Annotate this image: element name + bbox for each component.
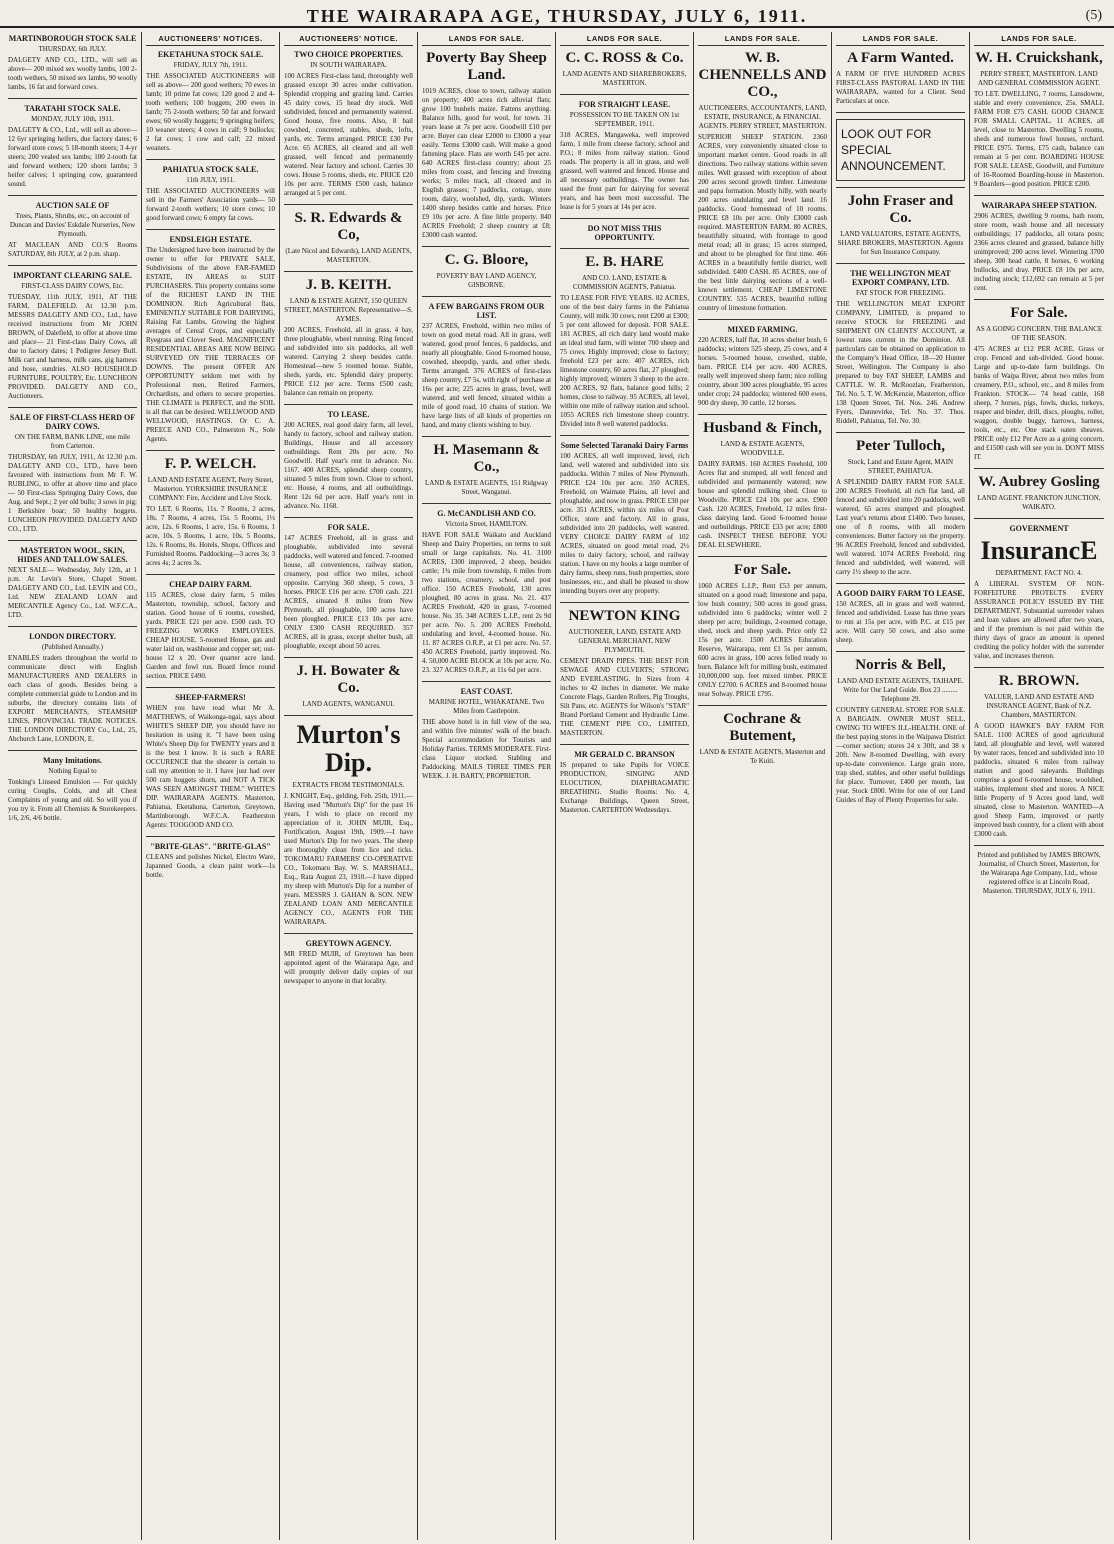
- ad-title: TARATAHI STOCK SALE.: [24, 104, 121, 113]
- column-header: LANDS FOR SALE.: [422, 32, 551, 46]
- ad-divider: [8, 195, 137, 196]
- ad-body-text: AT MACLEAN AND CO.'S Rooms SATURDAY, 8th JULY, at 2 p.m. sharp.: [8, 241, 137, 258]
- advertisement: [698, 414, 827, 550]
- ad-body-text: 147 ACRES Freehold, all in grass and ploughable, subdivided into several paddocks, well watered and fenced. 7-roomed house, all conveniences, railway station, creamery, post office two miles, school opposite. Carrying 360 sheep, 5 cows, 3 horses. PRICE £16 per acre. £700 cash. 221 ACRES, situated 8 miles from New Plymouth, all ploughable, 100 acres have been ploughed. PRICE £13 10s per acre. ONLY £300 CASH REQUIRED. 357 ACRES, all in grass, except shelter bush, all ploughable, except about 50 acres.: [284, 534, 413, 650]
- ad-subtitle: AS A GOING CONCERN. THE BALANCE OF THE SEASON.: [975, 325, 1103, 342]
- ad-display-name: For Sale.: [733, 562, 792, 578]
- ad-divider: [146, 687, 275, 688]
- ad-body-text: DAIRY FARMS. 160 ACRES Freehold, 100 Acres flat and stumped, all well fenced and subdivided and permanently watered; new house and splendid milking shed. Close to Woodville. PRICE £24 10s per acre. £900 Cash. 120 ACRES, Freehold, 12 miles first-class dairying land. Good 6-roomed house and outbuildings. PRICE £33 per acre; £800 cash. INSPECT THESE BEFORE YOU DEAL ELSEWHERE.: [698, 460, 827, 549]
- ad-subtitle: LAND AGENTS AND SHAREBROKERS, MASTERTON.: [562, 70, 687, 87]
- advertisement: [974, 667, 1104, 839]
- ad-display-name: Cochrane & Butement,: [723, 711, 802, 744]
- ad-body-text: 318 ACRES, Mangaweka, well improved farm, 1 mile from cheese factory, school and P.O.; 8 miles from railway station. Good roads. The property is all in grass, and well grassed, well watered and fenced. House and all necessary outbuildings. The owner has used the front part for dairying for several years, and has been most successful. The lease is for 5 years at 14s per acre.: [560, 131, 689, 211]
- ad-divider: [284, 933, 413, 934]
- advertisement: [698, 50, 827, 313]
- advertisement: [146, 229, 275, 444]
- ad-divider: [974, 468, 1104, 469]
- ad-title: A GOOD DAIRY FARM TO LEASE.: [836, 589, 965, 598]
- column-header: LANDS FOR SALE.: [698, 32, 827, 46]
- ad-body-text: IS prepared to take Pupils for VOICE PRODUCTION, SINGING AND ELOCUTION, DIAPHRAGMATIC BREATHING. Studio Rooms: No. 4, Exchange Buildings, Queen Street, Masterton. CARTERTON Wednesdays.: [560, 761, 689, 814]
- ad-body-text: ENABLES traders throughout the world to communicate direct with English MANUFACTURERS AND DEALERS in each class of goods. Besides being a complete commercial guide to London and its suburbs, the directory contains lists of EXPORT MERCHANTS, STEAMSHIP LINES, PROVINCIAL TRADE NOTICES. THE LONDON DIRECTORY Co., Ltd., 25, Abchurch Lane, LONDON, E.: [8, 654, 137, 743]
- ad-divider: [560, 94, 689, 95]
- advertisement: [560, 248, 689, 429]
- ad-display-name: W. Aubrey Gosling: [978, 474, 1100, 490]
- ad-title: THE WELLINGTON MEAT EXPORT COMPANY, LTD.: [850, 269, 951, 287]
- column-3: [280, 32, 418, 1540]
- ad-display-name: Poverty Bay Sheep Land.: [426, 50, 547, 83]
- ad-divider: [974, 299, 1104, 300]
- ad-subtitle: (Published Annually.): [42, 643, 103, 651]
- ad-display-name: R. BROWN.: [998, 673, 1080, 689]
- ad-display-name: E. B. HARE: [585, 254, 664, 270]
- ad-divider: [422, 681, 551, 682]
- ad-display-name: For Sale.: [1010, 305, 1068, 321]
- ad-divider: [560, 435, 689, 436]
- ad-subtitle: FRIDAY, JULY 7th, 1911.: [173, 61, 248, 69]
- advertisement: [974, 845, 1104, 896]
- ad-subtitle: DEPARTMENT. FACT NO. 4.: [995, 569, 1083, 577]
- advertisement: [836, 432, 965, 577]
- ad-divider: [974, 667, 1104, 668]
- ad-display-name: H. Masemann & Co.,: [433, 442, 540, 475]
- ad-divider: [422, 296, 551, 297]
- ad-title: IMPORTANT CLEARING SALE.: [13, 271, 132, 280]
- advertisement: [8, 407, 137, 534]
- ad-body-text: 150 ACRES, all in grass and well watered, fenced and subdivided. Lease has three years to run at 15s per acre, with P.C. at £15 per acre. Will carry 50 cows, and also some sheep.: [836, 600, 965, 644]
- advertisement: [974, 518, 1104, 661]
- advertisement: [560, 94, 689, 212]
- ad-subtitle: Victoria Street, HAMILTON.: [445, 520, 528, 528]
- advertisement: [698, 556, 827, 699]
- ad-divider: [560, 744, 689, 745]
- ad-body-text: TO LET. 6 Rooms, 11s. 7 Rooms, 2 acres, 18s. 7 Rooms, 4 acres, 15s. 5 Rooms, 1½ acre, 12s. 6 Rooms, 1 acre, 15s. 6 Rooms, 1 acre, 10s. 5 Rooms, 1 acre, 10s. 5 Rooms, 12s. 6 Rooms, 8s. Hotels, Shops, Offices and Furnished Rooms. Paddocking—3 acres 3s; 3 acres 4s; 2 acres 3s.: [146, 505, 275, 567]
- ad-divider: [146, 574, 275, 575]
- ad-boxed-notice: LOOK OUT FOR SPECIAL ANNOUNCEMENT.: [836, 119, 965, 181]
- ad-title: AUCTION SALE OF: [35, 201, 110, 210]
- ad-display-name: W. H. Cruickshank,: [975, 50, 1103, 66]
- ad-divider: [146, 159, 275, 160]
- advertisement: [284, 933, 413, 986]
- ad-subtitle: ON THE FARM, BANK LINE, one mile from Carterton.: [14, 433, 131, 450]
- ad-subtitle: LAND AGENTS, WANGANUI.: [302, 700, 395, 708]
- ad-subtitle: AUCTIONEER, LAND, ESTATE AND GENERAL MERCHANT, NEW PLYMOUTH.: [568, 628, 681, 654]
- advertisement: [422, 681, 551, 781]
- advertisement: [284, 204, 413, 265]
- ad-divider: [560, 602, 689, 603]
- ad-divider: [8, 626, 137, 627]
- column-header: LANDS FOR SALE.: [560, 32, 689, 46]
- ad-divider: [836, 432, 965, 433]
- ad-divider: [836, 263, 965, 264]
- ad-subtitle: Nothing Equal to: [48, 767, 97, 775]
- advertisement: [836, 50, 965, 106]
- ad-divider: [8, 750, 137, 751]
- advertisement: [8, 750, 137, 823]
- column-8: [970, 32, 1108, 1540]
- ad-body-text: A FARM OF FIVE HUNDRED ACRES FIRST-CLASS PASTORAL LAND IN THE WAIRARAPA, wanted for a Client. Send Particulars at once.: [836, 70, 965, 105]
- advertisement: [422, 50, 551, 240]
- ad-subtitle: IN SOUTH WAIRARAPA.: [310, 61, 387, 69]
- column-6: [694, 32, 832, 1540]
- ad-display-headline: InsurancE: [980, 536, 1098, 565]
- ad-subtitle: Stock, Land and Estate Agent, MAIN STREET, PAHIATUA.: [847, 458, 954, 475]
- ad-body-text: 200 ACRES, Freehold, all in grass, 4 bay, three ploughable, wheel running. Ring fenced and subdivided into six paddocks, all well watered. Carrying 2 sheep besides cattle. Homestead—new 5 roomed house. Stable, sheds, yards, etc. Splendid dairy property. PRICE £12 per acre. Terms £500 cash; balance can remain on property.: [284, 326, 413, 397]
- ad-display-name: F. P. WELCH.: [164, 456, 257, 472]
- ad-body-text: 100 ACRES, all well improved, level, rich land, well watered and subdivided into six paddocks. Within 7 miles of New Plymouth. PRICE £24 10s per acre. 350 ACRES, Freehold, on Waimate Plains, all level and ploughable, and now in grass. PRICE £30 per acre. 351 ACRES, within six miles of Post Office, store and factory. All in grass, subdivided into 20 paddocks, well watered. VERY CHOICE DAIRY FARM of 102 ACRES, situated on good metal road, 2½ miles to dairy factory, school, and railway station. I have on my books a large number of dairy farms, sheep runs, bush properties, store businesses, etc., and shall be pleased to show intending buyers over any property.: [560, 452, 689, 595]
- column-1: [4, 32, 142, 1540]
- ad-subtitle: (Late Nicol and Edwards), LAND AGENTS, MASTERTON.: [285, 247, 412, 264]
- ad-body-text: MR FRED MUIR, of Greytown has been appointed agent of the Wairarapa Age, and will promptly deliver daily copies of our newspaper to anyone in that locality.: [284, 950, 413, 985]
- ad-subtitle: LAND & ESTATE AGENT, 150 QUEEN STREET, MASTERTON. Representative—S. AYMES.: [284, 297, 413, 323]
- ad-divider: [8, 265, 137, 266]
- ad-title: DO NOT MISS THIS OPPORTUNITY.: [587, 224, 662, 242]
- ad-body-text: DALGETY AND CO., LTD., will sell as above— 200 mixed sex woolly lambs, 100 2-tooth wethers, 50 mixed sex lambs, 90 woolly lambs, 16 fat and forward cows.: [8, 56, 137, 91]
- ad-divider: [284, 657, 413, 658]
- advertisement: [284, 715, 413, 927]
- ad-title: MASTERTON WOOL, SKIN, HIDES AND TALLOW SALES.: [17, 546, 128, 564]
- advertisement: [284, 657, 413, 709]
- ad-body-text: 475 ACRES at £12 PER ACRE. Grass or crop. Fenced and sub-divided. Good house. Large and up-to-date farm buildings. On banks of Waipa River, about two miles from creamery, P.O., school, etc., and 8 miles from Frankton. STOCK— 74 head cattle, 168 sheep, 7 horses, pigs, fowls, ducks, turkeys, reaper and binder, drill, discs, ploughs, roller, waggon, double buggy, harrows, harness, tools, etc., etc. One stack oaten sheaves. PRICE only £12 Per Acre as a going concern, and £1500 cash will see you in. DON'T MISS IT.: [974, 345, 1104, 461]
- ad-display-name: J. B. KEITH.: [305, 277, 392, 293]
- advertisement: [560, 435, 689, 596]
- ad-title: PAHIATUA STOCK SALE.: [162, 165, 259, 174]
- ad-display-name: J. H. Bowater & Co.: [296, 663, 401, 696]
- ad-title: Some Selected Taranaki Dairy Farms: [560, 441, 689, 450]
- ad-subtitle: EXTRACTS FROM TESTIMONIALS.: [292, 781, 405, 789]
- ad-title: SHEEP-FARMERS!: [175, 693, 246, 702]
- ad-body-text: TUESDAY, 11th JULY, 1911, AT THE FARM, DALEFIELD. At 12.30 p.m. MESSRS DALGETY AND CO., Ltd., have received instructions from Mr JOHN BROWN, of Dalefield, to offer at above time and place— 21 First-class Dairy Cows, all due to factory dates; 1 Pedigree Jersey Bull. Milk cart and harness, milk cans, gig harness and hose, sundries. ALSO HOUSEHOLD FURNITURE, POULTRY, Etc. LUNCHEON PROVIDED. DALGETY AND CO., Auctioneers.: [8, 293, 137, 400]
- ad-subtitle: POSSESSION TO BE TAKEN ON 1st SEPTEMBER, 1911.: [569, 111, 680, 128]
- ad-body-text: TO LEASE FOR FIVE YEARS. 82 ACRES, one of the best dairy farms in the Pahiatua County, will milk 30 cows, rent £200 at £300; 5 per cent allowed for deposit. FOR SALE. 181 ACRES, all rich dairy land would make an ideal stud farm, will winter 700 sheep and 75 cows. Highly improved; close to factory; freehold £23 per acre. 407 ACRES, rich limestone country, 60 acres flat, 27 ploughed; highly improved; winters 3 sheep to the acre. 200 ACRES, 92 flats, balance good hills; 2 homes, close to railway. 95 ACRES, all level, within one mile of railway station and school. 1055 ACRES rich limestone sheep country. Divided into 8 well watered paddocks.: [560, 294, 689, 428]
- ad-body-text: J. KNIGHT, Esq., gelding, Feb. 25th, 1911.—Having used "Murton's Dip" for the past 16 years, I wish to place on record my appreciation of it. JOHN MUIR, Esq., Fortification, August 19th, 1909.—I have used Murton's Dip for two years. The sheep are thoroughly clean from lice and ticks. TOKOMARU FARMERS' CO-OPERATIVE CO., Tokomaru Bay. W. S. MARSHALL, Esq., Rata August 23, 1910.—I have dipped my sheep with Murton's Dip for a number of years. MESSRS J. GAHAN & SON. NEW ZEALAND LOAN AND MERCANTILE AGENCY CO., AGENTS FOR THE WAIRARAPA.: [284, 792, 413, 926]
- advertisement: [146, 159, 275, 223]
- ad-subtitle: LAND AND ESTATE AGENTS, TAIHAPE. Write for Our Land Guide. Box 23 ......... Telephone 29.: [837, 677, 964, 703]
- ad-body-text: NEXT SALE— Wednesday, July 12th, at 1 p.m. At Levin's Store, Chapel Street. DALGETY AND CO., Ltd. LEVIN and CO., Ltd. NEW ZEALAND LOAN and MERCANTILE Agency Co., Ltd. W.F.C.A., LTD.: [8, 566, 137, 619]
- ad-subtitle: AND CO. LAND, ESTATE & COMMISSION AGENTS, Pahiatua.: [572, 274, 677, 291]
- advertisement: [974, 195, 1104, 293]
- ad-body-text: 1019 ACRES, close to town, railway station on property; 400 acres rich alluvial flats; grow 100 bushels maize. Fattens anything. Balance hills, good for wool, for town. 31 years lease at 7s per acre. Goodwill £10 per acre. Buyer can clear £2000 to £3000 a year easily. Terms £3000 cash. Will make a good fattening place. Flats are worth £45 per acre. 640 ACRES first-class country; about 25 miles from coast, and fencing and freezing works; 5 miles track, all cleared and in English grasses; 7 paddocks, cottage, store room, dairy, woolshed, dip, yards. Winters 1400 sheep besides cattle and horses. Price £9 10s per acre. A fine little property. 840 ACRES Freehold; 2 sheep country at £8; £3000 cash wanted.: [422, 87, 551, 239]
- ad-body-text: THE ASSOCIATED AUCTIONEERS will sell as above— 200 good wethers; 70 ewes in lamb; 10 prime fat cows; 120 good 2 and 4-tooth wethers; 100 hoggets; 200 ewes in lamb; 75 2-tooth wethers; 50 fat and forward ewes; 60 woolly hoggets; 9 springing heifers; 10 weaner steers; 4 cows in calf; 9 bullocks; 2 fat cows; 1 cow and calf; 22 mixed weaners.: [146, 72, 275, 152]
- ad-divider: [422, 246, 551, 247]
- ad-divider: [146, 836, 275, 837]
- ad-subtitle: PERRY STREET, MASTERTON. LAND AND GENERAL COMMISSION AGENT.: [977, 70, 1101, 87]
- advertisement: [836, 651, 965, 805]
- ad-divider: [284, 271, 413, 272]
- ad-display-name: C. G. Bloore,: [444, 252, 529, 268]
- column-7: [832, 32, 970, 1540]
- ad-subtitle: AUCTIONEERS, ACCOUNTANTS, LAND, ESTATE, INSURANCE, & FINANCIAL AGENTS. PERRY STREET, MASTERTON.: [698, 104, 827, 130]
- column-4: [418, 32, 556, 1540]
- ad-title: "BRITE-GLAS". "BRITE-GLAS": [150, 842, 271, 851]
- ad-title: SALE OF FIRST-CLASS HERD OF DAIRY COWS.: [9, 413, 136, 431]
- advertisement: [698, 705, 827, 766]
- column-2: [142, 32, 280, 1540]
- ad-display-name: A Farm Wanted.: [847, 50, 954, 66]
- ad-body-text: THURSDAY, 6th JULY, 1911, At 12.30 p.m. DALGETY AND CO., LTD., have been favoured with instructions from Mr F. W. RUBLING, to offer at above time and place— 50 First-class Springing Dairy Cows, due Aug. and Sept.; 2 yer old bulls; 3 sows in pig; 1 Berkshire boar; 50 healthy hoggets. LUNCHEON PROVIDED. DALGETY AND CO., LTD.: [8, 453, 137, 533]
- ad-title: FOR STRAIGHT LEASE.: [578, 100, 671, 109]
- column-5: [556, 32, 694, 1540]
- advertisement: [560, 50, 689, 88]
- ad-title: TO LEASE.: [327, 410, 370, 419]
- ad-subtitle: POVERTY BAY LAND AGENCY, GISBORNE.: [436, 272, 537, 289]
- ad-body-text: THE WELLINGTON MEAT EXPORT COMPANY, LIMITED, is prepared to receive STOCK for FREEZING and SHIPMENT ON CLIENTS' ACCOUNT, at lowest rates current in the Dominion. All particulars can be obtained on application to the Company's Head Office, 18—20 Hunter Street, Wellington. The Company is also prepared to buy FAT SHEEP, LAMBS and CATTLE. W. R. McRoozlan, Featherston, Tel. No. 5. T. W. McKenzie, Masterton, office 138 Queen Street, Tel. Nos. 246. Andrew Fyers, Dannevirke, Tel. No. 37. Thos. Riddell, Pahiatua, Tel. No. 30.: [836, 300, 965, 425]
- ad-divider: [284, 715, 413, 716]
- advertisement: [146, 687, 275, 830]
- column-header: AUCTIONEERS' NOTICES.: [146, 32, 275, 46]
- ad-subtitle: LAND AGENT. FRANKTON JUNCTION, WAIKATO.: [977, 494, 1101, 511]
- ad-divider: [836, 651, 965, 652]
- ad-title: A FEW BARGAINS FROM OUR LIST.: [428, 302, 545, 320]
- ad-divider: [284, 204, 413, 205]
- ad-title: EAST COAST.: [460, 687, 513, 696]
- ad-divider: [836, 187, 965, 188]
- ad-subtitle: FIRST-CLASS DAIRY COWS, Etc.: [21, 282, 124, 290]
- advertisement: [284, 271, 413, 398]
- ad-divider: [8, 98, 137, 99]
- ad-body-text: A SPLENDID DAIRY FARM FOR SALE. 200 ACRES Freehold, all rich flat land, all fenced and subdivided into 20 paddocks, well watered, 65 acres stumped and ploughed. Last year's returns about £1400. Two houses, one of 8 rooms, with all modern conveniences. Butter factory on the property. 96 ACRES Freehold, fenced and subdivided, well watered. 1074 ACRES Freehold, ring fenced and subdivided, well watered, will carry 1½ sheep to the acre.: [836, 478, 965, 576]
- ad-body-text: 2906 ACRES, dwelling 9 rooms, bath room, store room, wash house and all necessary outbuildings; 17 paddocks, all totara posts; 2366 acres cleared and grassed, balance hilly unimproved; 200 acres level. Wintering 3700 sheep, 300 head cattle, 8 horses, 6 working bullocks, and dray. PRICE £8 10s per acre, including stock; £12,692 can remain at 5 per cent.: [974, 212, 1104, 292]
- ad-subtitle: Printed and published by JAMES BROWN, Journalist, of Church Street, Masterton, for the Wairarapa Age Company, Ltd., whose registered office is at Lincoln Road, Masterton. THURSDAY, JULY 6, 1911.: [977, 851, 1101, 895]
- column-header: LANDS FOR SALE.: [974, 32, 1104, 46]
- advertisement: [146, 574, 275, 681]
- advertisement: [146, 50, 275, 153]
- ad-display-name: Husband & Finch,: [703, 420, 822, 436]
- ad-divider: [560, 248, 689, 249]
- ad-subtitle: LAND AND ESTATE AGENT, Perry Street, Masterton. YORKSHIRE INSURANCE COMPANY: Fire, Accident and Live Stock.: [147, 476, 274, 502]
- ad-body-text: Tonking's Linseed Emulsion — For quickly curing Coughs, Colds, and all Chest Complaints of young and old. So will you if you try it. From all Chemists & Storekeepers. 1/6, 2/6, 4/6 bottle.: [8, 778, 137, 822]
- ad-subtitle: VALUER, LAND AND ESTATE AND INSURANCE AGENT, Bank of N.Z. Chambers, MASTERTON.: [984, 693, 1094, 719]
- ad-body-text: 1060 ACRES L.I.P., Rent £53 per annum, situated on a good road; limestone and papa, low bush country; 500 acres in good grass, subdivided into 6 paddocks; winter well 2 sheep per acre; buildings, 2-roomed cottage, shed, stock and sheep yards. Price only £2 15s per acre. 1500 ACRES Education Reserve, Wairarapa, rent £1 5s per annum, 600 acres in grass, 100 acres felled ready to burn. Balance left for milling bush, estimated 10,000,000 sup. feet mixed timber. PRICE ONLY £2700. 6 ACRES and 8-roomed house near Solway. PRICE £795.: [698, 582, 827, 698]
- advertisement: [836, 583, 965, 645]
- ad-divider: [698, 556, 827, 557]
- ad-title: TWO CHOICE PROPERTIES.: [294, 50, 403, 59]
- ad-body-text: HAVE FOR SALE Waikato and Auckland Sheep and Dairy Properties, on terms to suit small or large capitalists. No. 41. 3100 ACRES, 1300 improved, 2 sheep, besides cattle; 1¾ mile from township, 6 miles from two stations, creamery, school, and post office. 150 ACRES Freehold, 130 acres ploughed, 80 acres in grass. No. 21. 437 ACRES Freehold, 420 in grass, 7-roomed house. No. 35. 348 ACRES L.I.P., rent 2s 9d per acre. No. 5. 200 ACRES Freehold, undulating and level, 4-roomed house. No. 11. 87 ACRES O.R.P., at £1 per acre. No. 57. 450 ACRES Freehold, partly improved. No. 4. 50,000 ACRE BLOCK at 10s per acre. No. 23. 327 ACRES O.R.P., at 11s 6d per acre.: [422, 531, 551, 674]
- ad-subtitle: Trees, Plants, Shrubs, etc., on account of Duncan and Davies' Eskdale Nurseries, New Plymouth.: [9, 212, 136, 238]
- masthead: [0, 6, 1114, 28]
- advertisement: [146, 450, 275, 568]
- ad-display-name: Norris & Bell,: [855, 657, 946, 673]
- ad-display-name: C. C. ROSS & Co.: [565, 50, 684, 66]
- advertisement: [8, 540, 137, 620]
- ad-subtitle: 11th JULY, 1911.: [186, 176, 235, 184]
- advertisement: [974, 299, 1104, 462]
- advertisement: [974, 50, 1104, 189]
- ad-body-text: CEMENT DRAIN PIPES. THE BEST FOR SEWAGE AND CULVERTS; STRONG AND EVERLASTING. In Sizes from 4 inches to 42 inches in diameter. We make Concrete Flags, Garden Rollers, Pig Troughs, Silt Pans, etc. AGENTS for Wilson's "STAR" Brand Portland Cement and Hydraulic Lime. THE CEMENT PIPE CO., LIMITED, MASTERTON.: [560, 657, 689, 737]
- ad-title: GREYTOWN AGENCY.: [305, 939, 392, 948]
- ad-divider: [974, 195, 1104, 196]
- ad-title: EKETAHUNA STOCK SALE.: [157, 50, 264, 59]
- ad-divider: [698, 319, 827, 320]
- ad-body-text: CLEANS and polishes Nickel, Electro Ware, Japanned Goods, a clean paint work—1s bottle.: [146, 853, 275, 879]
- advertisement: [8, 265, 137, 401]
- ad-divider: [836, 583, 965, 584]
- masthead-title: THE WAIRARAPA AGE, THURSDAY, JULY 6, 1911.: [306, 6, 808, 26]
- ad-subtitle: MARINE HOTEL, WHAKATANE. Two Miles from Castlepoint.: [428, 698, 545, 715]
- advertisement: [560, 602, 689, 738]
- advertisement: [284, 517, 413, 651]
- columns: [4, 32, 1110, 1540]
- ad-title: GOVERNMENT: [1009, 524, 1069, 533]
- ad-subtitle: FAT STOCK FOR FREEZING.: [855, 289, 946, 297]
- ad-title: MIXED FARMING.: [727, 325, 798, 334]
- ad-display-name: W. B. CHENNELLS AND CO.,: [698, 50, 827, 100]
- advertisement: [698, 319, 827, 408]
- ad-title: LONDON DIRECTORY.: [29, 632, 116, 641]
- column-header: AUCTIONEERS' NOTICE.: [284, 32, 413, 46]
- ad-body-text: TO LET. DWELLING, 7 rooms, Lansdowne, stable and every convenience, 25s. SMALL FARM FOR £75 CASH. GOOD CHANCE FOR SMALL CAPITAL. 11 ACRES, all level, close to Masterton. Dwelling 5 rooms, sheds and numerous fowl houses, orchard. PRICE £975. Terms, £75 cash, balance can remain at 5 per cent. BOARDING HOUSE FOR SALE. LEASE, Goodwill, and Furniture of 16-Roomed Boarding-house in Masterton. 9 Boarders—good position. PRICE £200.: [974, 90, 1104, 188]
- ad-divider: [698, 414, 827, 415]
- ad-body-text: 220 ACRES, half flat, 10 acres shelter bush, 6 paddocks; winters 525 sheep, 25 cows, and 4 horses. 5-roomed house, cowshed, stable, barn. PRICE £14 per acre. 400 ACRES, really well improved sheep farm; nice rolling country, about 300 acres ploughable, 95 acres under crop; 24 paddocks; wintered 600 ewes, 900 dry sheep, 30 cattle, 12 horses.: [698, 336, 827, 407]
- ad-title: G. McCANDLISH AND CO.: [437, 509, 536, 518]
- ad-title: Many Imitations.: [42, 756, 103, 765]
- advertisement: [146, 836, 275, 880]
- ad-body-text: SUPERIOR SHEEP STATION. 2360 ACRES, very conveniently situated close to important market centre. Good roads in all directions. Two railway stations within seven miles. Well grassed with exception of about 200 acres second growth timber. Limestone and papa formation. Mostly hilly, with nearly 200 acres undulating and level land. 16 paddocks. Good homestead of 10 rooms. PRICE £8 10s per acre. Only £3000 cash required. MASTERTON FARM. 80 ACRES, beautifully situated, with frontage to good metal road; all in grass; 15 acres stumped, and about to be ploughed for first time. 466 ACRES in a beautifully fertile district, well subdivided. £400 CASH. 85 ACRES, one of the best little dairying sections of a well-known settlement. CHEAP LIMESTONE COUNTRY. 535 ACRES, beautiful rolling country of limestone formation.: [698, 133, 827, 312]
- advertisement: [836, 187, 965, 257]
- ad-divider: [836, 112, 965, 113]
- ad-divider: [8, 540, 137, 541]
- ad-body-text: The Undersigned have been instructed by the owner to offer for PRIVATE SALE, Subdivisions of the above FAR-FAMED ESTATE, IN AREAS to SUIT PURCHASERS. This property contains some of the RICHEST LAND IN THE DOMINION. Rich Agricultural flats, EMINENTLY SUITABLE FOR DAIRYING, Raising Fat Lambs, Growing the highest averages of Cereal Crops, and especially Ryegrass and Clover Seed. MAGNIFICENT RESIDENTIAL AREAS ARE NOW BEING SURVEYED ON THE TERRACES OF DOWNS. The present OFFER AN OPPORTUNITY seldom met with by Professional men, Retired Farmers, Orchardists, and others to secure properties. THE CLIMATE is PERFECT, and the SOIL is all that can be desired. WELLWOOD AND WELLWOOD, HASTINGS. Or C. A. PREECE AND CO., Palmerston N., Sole Agents.: [146, 246, 275, 443]
- column-header: LANDS FOR SALE.: [836, 32, 965, 46]
- advertisement: [560, 744, 689, 815]
- ad-divider: [284, 404, 413, 405]
- ad-divider: [974, 845, 1104, 846]
- ad-title: WAIRARAPA SHEEP STATION.: [981, 201, 1097, 210]
- ad-body-text: 100 ACRES First-class land, thoroughly well grassed except 30 acres under cultivation. Splendid cropping and grazing land. Carries 45 dairy cows, 15 head dry stock. Well subdivided, fenced and permanently watered. Good house, five rooms. Also, 8 bail cowshed, concreted, stables, sheds, lofts, yards, etc. Terms arranged. PRICE £30 Per Acre. 65 ACRES, all cleared and all well grassed, well fenced and permanently watered. Near factory and school. Carries 30 cows. House 5 rooms, sheds, etc. PRICE £20 10s per acre. TERMS £500 cash, balance arranged at 5 per cent.: [284, 72, 413, 197]
- ad-subtitle: LAND & ESTATE AGENTS, 151 Ridgway Street, Wanganui.: [424, 479, 549, 496]
- ad-body-text: THE above hotel is in full view of the sea, and within five minutes' walk of the beach. Special accommodation for Tourists and Holiday Parties. TERMS MODERATE. First-class Liquor stocked. Stabling and Paddocking. MAILS THREE TIMES PER WEEK. J. H. BARTY, PROPRIETOR.: [422, 718, 551, 780]
- ad-display-headline: Murton's Dip.: [296, 720, 401, 777]
- advertisement: [284, 50, 413, 198]
- ad-subtitle: MONDAY, JULY 10th, 1911.: [31, 115, 114, 123]
- ad-divider: [422, 436, 551, 437]
- ad-divider: [698, 705, 827, 706]
- advertisement: [560, 218, 689, 242]
- ad-body-text: THE ASSOCIATED AUCTIONEERS will sell in the Farmers' Association yards— 50 forward 2-tooth wethers; 10 store cows; 10 good forward cows; 6 empty fat cows.: [146, 187, 275, 222]
- ad-divider: [146, 450, 275, 451]
- ad-body-text: A LIBERAL SYSTEM OF NON-FORFEITURE PROTECTS EVERY ASSURANCE POLICY ISSUED BY THE DEPARTMENT. Substantial surrender values and loan values are allowed after two years, and if the premium is not paid within the thirty days of grace an amount is opened crediting the policy holder with the surrender value, and increases thereon.: [974, 580, 1104, 660]
- advertisement: [836, 112, 965, 181]
- ad-title: CHEAP DAIRY FARM.: [169, 580, 252, 589]
- ad-body-text: COUNTRY GENERAL STORE FOR SALE. A BARGAIN. OWNER MUST SELL, OWING TO WIFE'S ILL-HEALTH. ONE of the best paying stores in the Waipawa District—corner section; stores 24 x 30ft, and 38 x 20ft. New 8-roomed Dwelling, with every up-to-date convenience. Large grain store, trap shed, stables, and other useful buildings for place. Turnover, £400 per month, last year. Stock £800. Write for one of our Land Guides of Bay of Plenty Properties for sale.: [836, 706, 965, 804]
- page-number: (5): [1085, 8, 1102, 23]
- ad-subtitle: LAND & ESTATE AGENTS, WOODVILLE.: [720, 440, 805, 457]
- ad-body-text: 115 ACRES, close dairy farm, 5 miles Masterton, township, school, factory and station. Good house of 6 rooms, cowshed, yards. PRICE £21 per acre. £500 cash. TO FREEZING WORKS EMPLOYEES. CHEAP HOUSE. 5-roomed House, gas and water laid on, washhouse and copper set; out-house 12 x 20. Over quarter acre land. Garden and fowl run. Board fence round section. PRICE £490.: [146, 591, 275, 680]
- advertisement: [8, 195, 137, 259]
- ad-body-text: A GOOD HAWKE'S BAY FARM FOR SALE. 1100 ACRES of good agricultural land, all ploughable and level, well watered by water races, fenced and subdivided into 10 paddocks, situated 6 miles from railway station and good saleyards. Buildings comprise a good 6-roomed house, woolshed, stables, implement shed and stores. A NICE little Property of 9 Acres good land, well situated, close to Masterton. WANTED—A good Sheep Farm, improved or partly improved bush country, for a client with about £3000 cash.: [974, 722, 1104, 838]
- ad-display-name: S. R. Edwards & Co,: [294, 210, 403, 243]
- advertisement: [836, 263, 965, 426]
- ad-subtitle: LAND & ESTATE AGENTS, Masterton and Te Kuiti.: [699, 748, 826, 765]
- ad-title: MARTINBOROUGH STOCK SALE: [8, 34, 137, 43]
- ad-divider: [8, 407, 137, 408]
- ad-divider: [284, 517, 413, 518]
- ad-body-text: 237 ACRES, Freehold, within two miles of town on good metal road. All in grass, well watered, good proof fences, 6 paddocks, and nearly all ploughable. Good 6-roomed house, cowshed, sheepdip, yards, and other sheds. Terms arranged. 376 ACRES of first-class sheep country, £7 5s, with right of purchase at 16s per acre; 225 acres in grass, level, well watered, and well fenced, situated within a mile of good road, 10 chains of station. We have large lists of all kinds of properties on hand, and many clients wishing to buy.: [422, 322, 552, 429]
- ad-display-name: John Fraser and Co.: [847, 193, 954, 226]
- advertisement: [8, 34, 137, 92]
- ad-divider: [422, 503, 551, 504]
- advertisement: [422, 246, 551, 290]
- ad-title: MR GERALD C. BRANSON: [574, 750, 675, 759]
- advertisement: [422, 503, 551, 675]
- advertisement: [422, 296, 551, 430]
- ad-divider: [974, 518, 1104, 519]
- ad-body-text: 200 ACRES, real good dairy farm, all level, handy to factory, school and railway station. Buildings, House and all accessory outbuildings. Rent 20s per acre. No Goodwill. Half year's rent in advance. No. 1167. 400 ACRES, splendid sheep country, situated 5 miles from town. Close to school, etc. House, 4 rooms, and all outbuildings. Rent 12s 6d per acre. Half year's rent in advance. No. 1168.: [284, 421, 413, 510]
- advertisement: [284, 404, 413, 511]
- ad-display-name: NEWTON KING: [568, 608, 681, 624]
- advertisement: [8, 626, 137, 744]
- advertisement: [422, 436, 551, 497]
- ad-display-name: Peter Tulloch,: [856, 438, 945, 454]
- ad-subtitle: THURSDAY, 6th JULY.: [38, 45, 107, 53]
- ad-subtitle: LAND VALUATORS, ESTATE AGENTS, SHARE BROKERS, MASTERTON. Agents for Sun Insurance Company.: [837, 230, 964, 256]
- ad-body-text: DALGETY & CO., Ltd., will sell as above— 12 6yr springing heifers, due factory dates; 6 forward store cows; 5 18-month steers; 3 4-yr steers; 200 vealed sex lambs; 100 2-tooth fat and forward wethers; 120 shorn lambs; 3 heifer calves; 1 springing cow, guaranteed sound.: [8, 126, 137, 188]
- ad-title: ENDSLEIGH ESTATE.: [169, 235, 252, 244]
- advertisement: [974, 468, 1104, 512]
- ad-divider: [560, 218, 689, 219]
- ad-title: FOR SALE.: [327, 523, 370, 532]
- ad-body-text: WHEN you have read what Mr A. MATTHEWS, of Waikonga-ngai, says about WHITE'S SHEEP DIP, you should have no hesitation in using it. "I have been using White's Sheep Dip for TWENTY years and it is the best I know. It is such a RARE OCCURENCE that the shearer is certain to call my attention to it. I have just had over 500 ram hoggets shorn, and NOT A TICK WAS SEEN AMONGST THEM." WHITE'S DIP. WAIRARAPA AGENTS. Masterton, Pahiatua, Eketahuna, Carterton, Greytown, Martinborough. W.F.C.A. Featherston Agents: TOOGOOD AND CO.: [146, 704, 275, 829]
- ad-divider: [146, 229, 275, 230]
- advertisement: [8, 98, 137, 189]
